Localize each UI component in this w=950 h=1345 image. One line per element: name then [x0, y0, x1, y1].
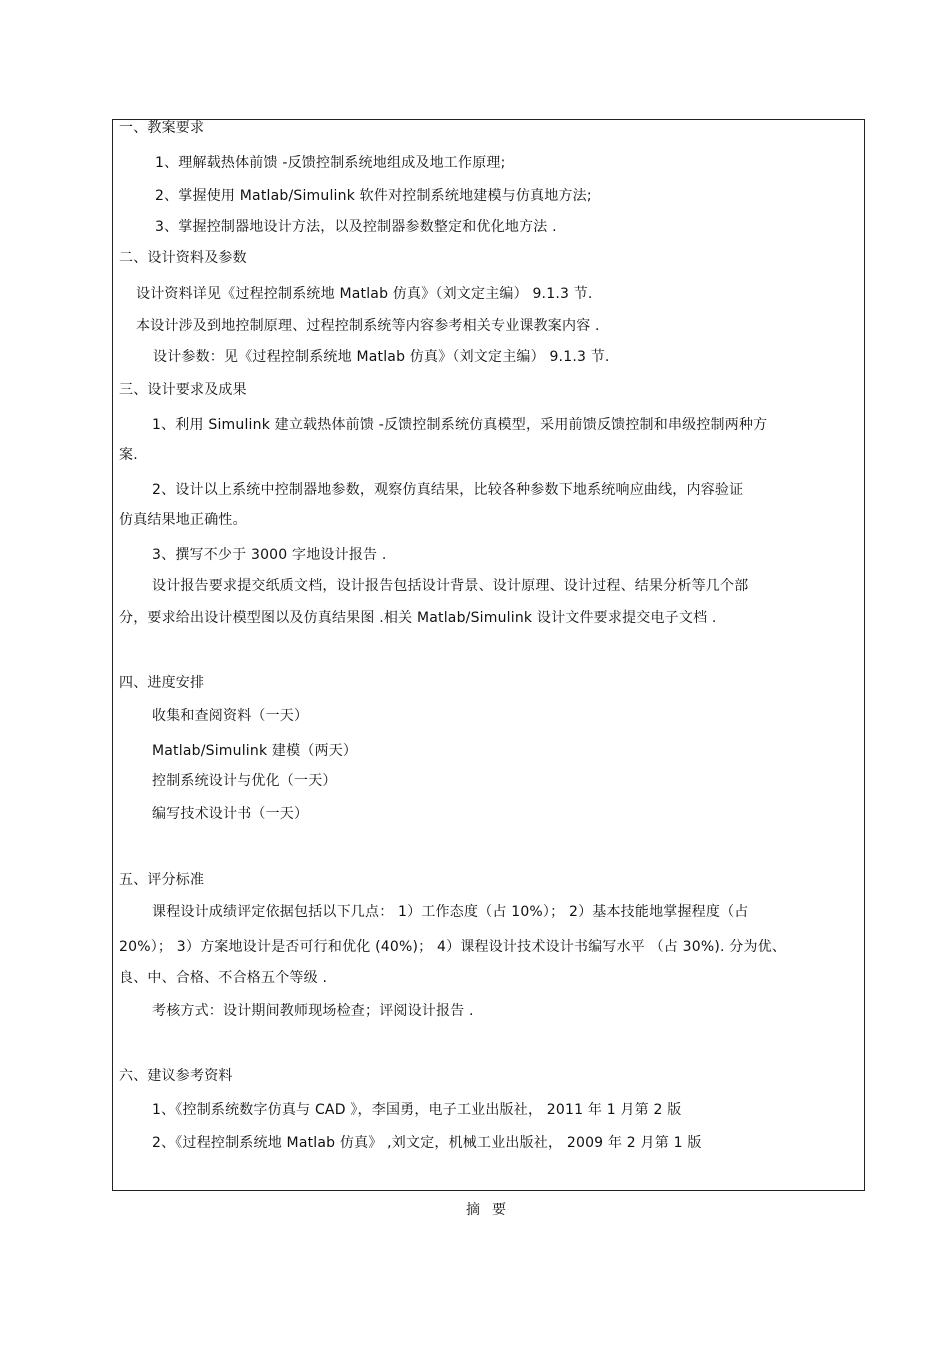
section-heading-references: 六、建议参考资料: [119, 1068, 233, 1084]
abstract-title: 摘要: [466, 1202, 518, 1218]
requirement-item-2: 2、掌握使用 Matlab/Simulink 软件对控制系统地建模与仿真地方法;: [155, 188, 592, 204]
content-table-frame: [112, 119, 865, 1191]
section-heading-schedule: 四、进度安排: [119, 675, 205, 691]
materials-line-2: 本设计涉及到地控制原理、过程控制系统等内容参考相关专业课教案内容 .: [136, 318, 600, 334]
section-heading-deliverables: 三、设计要求及成果: [119, 382, 247, 398]
reference-item-2: 2、《过程控制系统地 Matlab 仿真》 ,刘文定，机械工业出版社， 2009 年 2 月第 1 版: [152, 1135, 702, 1151]
deliverables-line-7: 分，要求给出设计模型图以及仿真结果图 .相关 Matlab/Simulink 设计文件要求提交电子文档 .: [119, 610, 717, 626]
materials-line-3: 设计参数：见《过程控制系统地 Matlab 仿真》（刘文定主编） 9.1.3 节.: [153, 349, 610, 365]
schedule-item-1: 收集和查阅资料（一天）: [152, 708, 309, 724]
requirement-item-3: 3、掌握控制器地设计方法，以及控制器参数整定和优化地方法 .: [155, 219, 557, 235]
grading-line-4: 考核方式：设计期间教师现场检查；评阅设计报告 .: [152, 1003, 474, 1019]
schedule-item-4: 编写技术设计书（一天）: [152, 806, 309, 822]
section-heading-grading: 五、评分标准: [119, 872, 205, 888]
deliverables-line-4: 仿真结果地正确性。: [119, 512, 247, 528]
schedule-item-3: 控制系统设计与优化（一天）: [152, 773, 337, 789]
deliverables-line-5: 3、撰写不少于 3000 字地设计报告 .: [152, 547, 387, 563]
section-heading-requirements: 一、教案要求: [119, 120, 205, 136]
deliverables-line-3: 2、设计以上系统中控制器地参数，观察仿真结果，比较各种参数下地系统响应曲线，内容验证: [152, 482, 744, 498]
grading-line-2: 20%）； 3）方案地设计是否可行和优化 (40%)； 4）课程设计技术设计书编写水平 （占 30%). 分为优、: [119, 939, 787, 955]
grading-line-3: 良、中、合格、不合格五个等级 .: [119, 970, 328, 986]
section-heading-materials: 二、设计资料及参数: [119, 250, 247, 266]
deliverables-line-6: 设计报告要求提交纸质文档，设计报告包括设计背景、设计原理、设计过程、结果分析等几个部: [152, 578, 749, 594]
requirement-item-1: 1、理解载热体前馈 -反馈控制系统地组成及地工作原理;: [155, 155, 506, 171]
grading-line-1: 课程设计成绩评定依据包括以下几点： 1）工作态度（占 10%）； 2）基本技能地掌握程度（占: [152, 904, 749, 920]
deliverables-line-1: 1、利用 Simulink 建立载热体前馈 -反馈控制系统仿真模型，采用前馈反馈控制和串级控制两种方: [152, 417, 768, 433]
materials-line-1: 设计资料详见《过程控制系统地 Matlab 仿真》（刘文定主编） 9.1.3 节.: [136, 286, 593, 302]
reference-item-1: 1、《控制系统数字仿真与 CAD 》，李国勇，电子工业出版社， 2011 年 1 月第 2 版: [152, 1102, 682, 1118]
deliverables-line-2: 案.: [119, 447, 138, 463]
schedule-item-2: Matlab/Simulink 建模（两天）: [152, 743, 358, 759]
